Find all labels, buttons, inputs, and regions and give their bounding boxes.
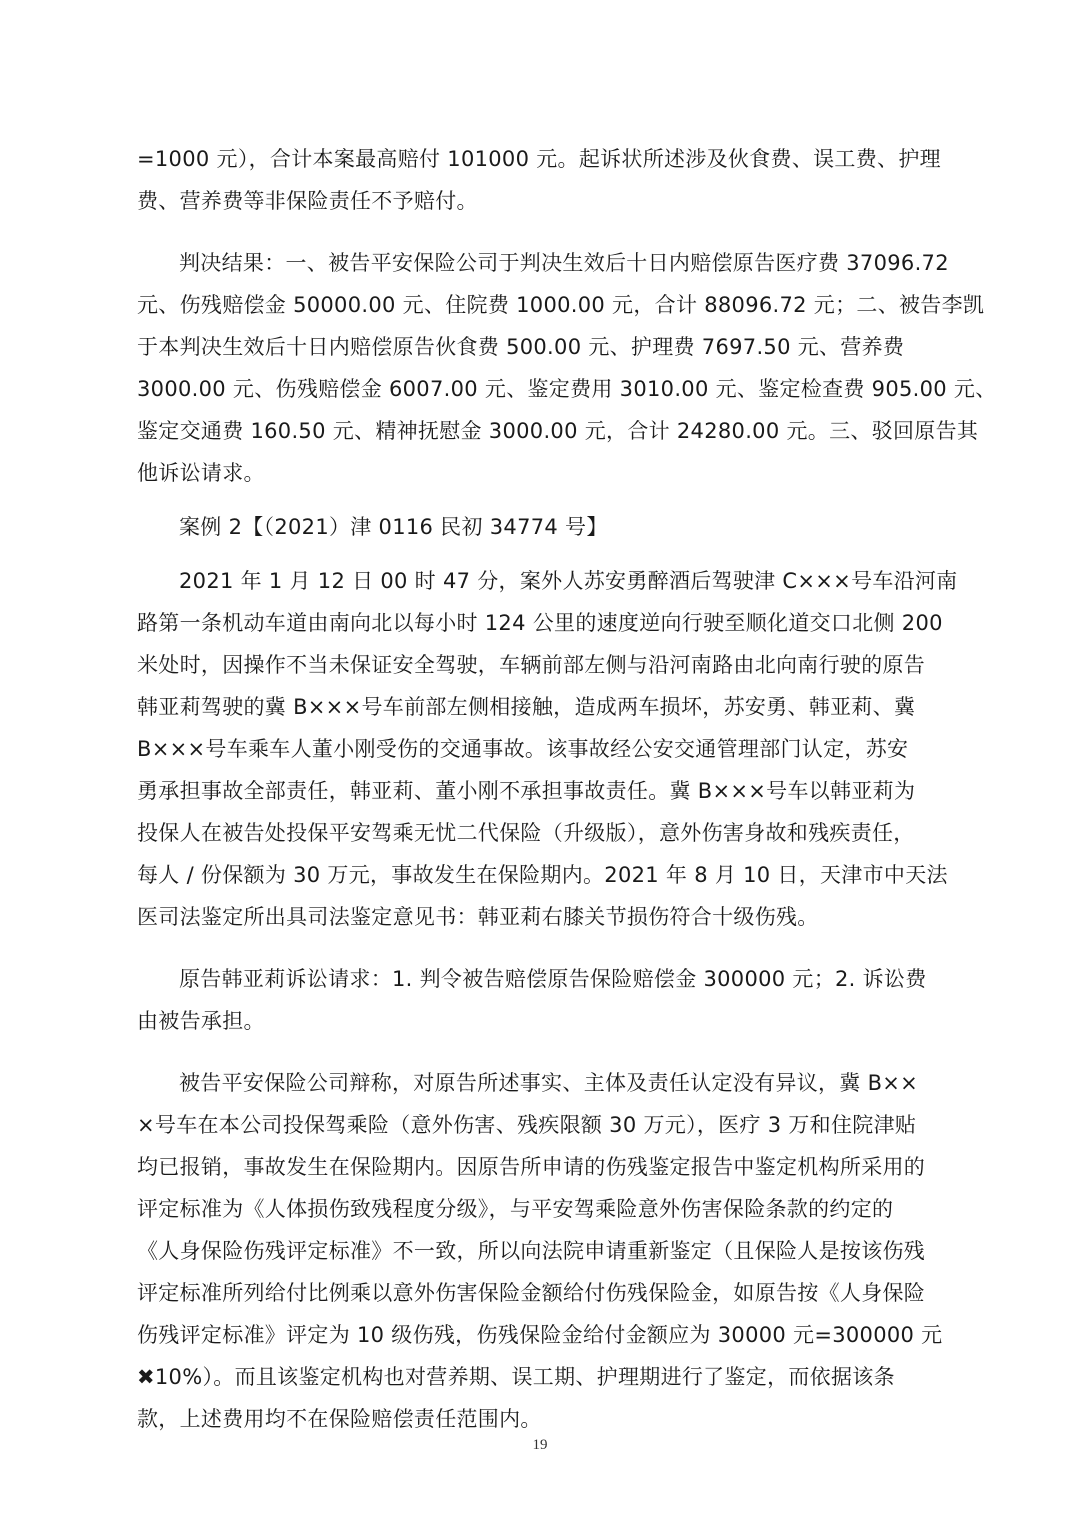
text-line: =1000 元），合计本案最高赔付 101000 元。起诉状所述涉及伙食费、误工费、护理 (137, 147, 941, 171)
paragraph (137, 958, 947, 1042)
text-line: ×号车在本公司投保驾乘险（意外伤害、残疾限额 30 万元），医疗 3 万和住院津贴 (137, 1113, 917, 1137)
paragraph (137, 1062, 947, 1440)
text-line: ✖10%）。而且该鉴定机构也对营养期、误工期、护理期进行了鉴定，而依据该条 (137, 1365, 895, 1389)
text-line: 伤残评定标准》评定为 10 级伤残，伤残保险金给付金额应为 30000 元=300000 元 (137, 1323, 943, 1347)
paragraph (137, 560, 958, 938)
text-line: 于本判决生效后十日内赔偿原告伙食费 500.00 元、护理费 7697.50 元、营养费 (137, 335, 905, 359)
text-line: 原告韩亚莉诉讼请求：1. 判令被告赔偿原告保险赔偿金 300000 元；2. 诉讼费 (179, 967, 927, 991)
text-line: 《人身保险伤残评定标准》不一致，所以向法院申请重新鉴定（且保险人是按该伤残 (137, 1239, 926, 1263)
text-line: 投保人在被告处投保平安驾乘无忧二代保险（升级版），意外伤害身故和残疾责任， (137, 821, 915, 845)
text-line: 判决结果：一、被告平安保险公司于判决生效后十日内赔偿原告医疗费 37096.72 (179, 251, 949, 275)
text-line: 被告平安保险公司辩称，对原告所述事实、主体及责任认定没有异议，冀 B×× (179, 1071, 919, 1095)
text-line: 3000.00 元、伤残赔偿金 6007.00 元、鉴定费用 3010.00 元、鉴定检查费 905.00 元、 (137, 377, 997, 401)
text-line: 评定标准所列给付比例乘以意外伤害保险金额给付伤残保险金，如原告按《人身保险 (137, 1281, 926, 1305)
text-line: 均已报销，事故发生在保险期内。因原告所申请的伤残鉴定报告中鉴定机构所采用的 (137, 1155, 926, 1179)
text-line: B×××号车乘车人董小刚受伤的交通事故。该事故经公安交通管理部门认定，苏安 (137, 737, 909, 761)
text-line: 每人 / 份保额为 30 万元，事故发生在保险期内。2021 年 8 月 10 日，天津市中天法 (137, 863, 948, 887)
text-line: 款，上述费用均不在保险赔偿责任范围内。 (137, 1407, 542, 1431)
text-line: 韩亚莉驾驶的冀 B×××号车前部左侧相接触，造成两车损坏，苏安勇、韩亚莉、冀 (137, 695, 916, 719)
text-line: 他诉讼请求。 (137, 461, 265, 485)
page-number: 19 (532, 1437, 548, 1453)
paragraph (137, 138, 947, 222)
text-line: 2021 年 1 月 12 日 00 时 47 分，案外人苏安勇醉酒后驾驶津 C×××号车沿河南 (179, 569, 958, 593)
document-body (137, 138, 997, 1440)
text-line: 米处时，因操作不当未保证安全驾驶，车辆前部左侧与沿河南路由北向南行驶的原告 (137, 653, 926, 677)
text-line: 由被告承担。 (137, 1009, 265, 1033)
case-heading (137, 506, 947, 548)
text-line: 评定标准为《人体损伤致残程度分级》，与平安驾乘险意外伤害保险条款的约定的 (137, 1197, 894, 1221)
text-line: 勇承担事故全部责任，韩亚莉、董小刚不承担事故责任。冀 B×××号车以韩亚莉为 (137, 779, 916, 803)
text-line: 元、伤残赔偿金 50000.00 元、住院费 1000.00 元，合计 88096.72 元；二、被告李凯 (137, 293, 985, 317)
text-line: 费、营养费等非保险责任不予赔付。 (137, 189, 478, 213)
text-line: 医司法鉴定所出具司法鉴定意见书：韩亚莉右膝关节损伤符合十级伤残。 (137, 905, 819, 929)
paragraph (137, 242, 997, 494)
text-line: 路第一条机动车道由南向北以每小时 124 公里的速度逆向行驶至顺化道交口北侧 200 (137, 611, 943, 635)
text-line: 案例 2【（2021）津 0116 民初 34774 号】 (179, 515, 608, 539)
text-line: 鉴定交通费 160.50 元、精神抚慰金 3000.00 元，合计 24280.00 元。三、驳回原告其 (137, 419, 979, 443)
